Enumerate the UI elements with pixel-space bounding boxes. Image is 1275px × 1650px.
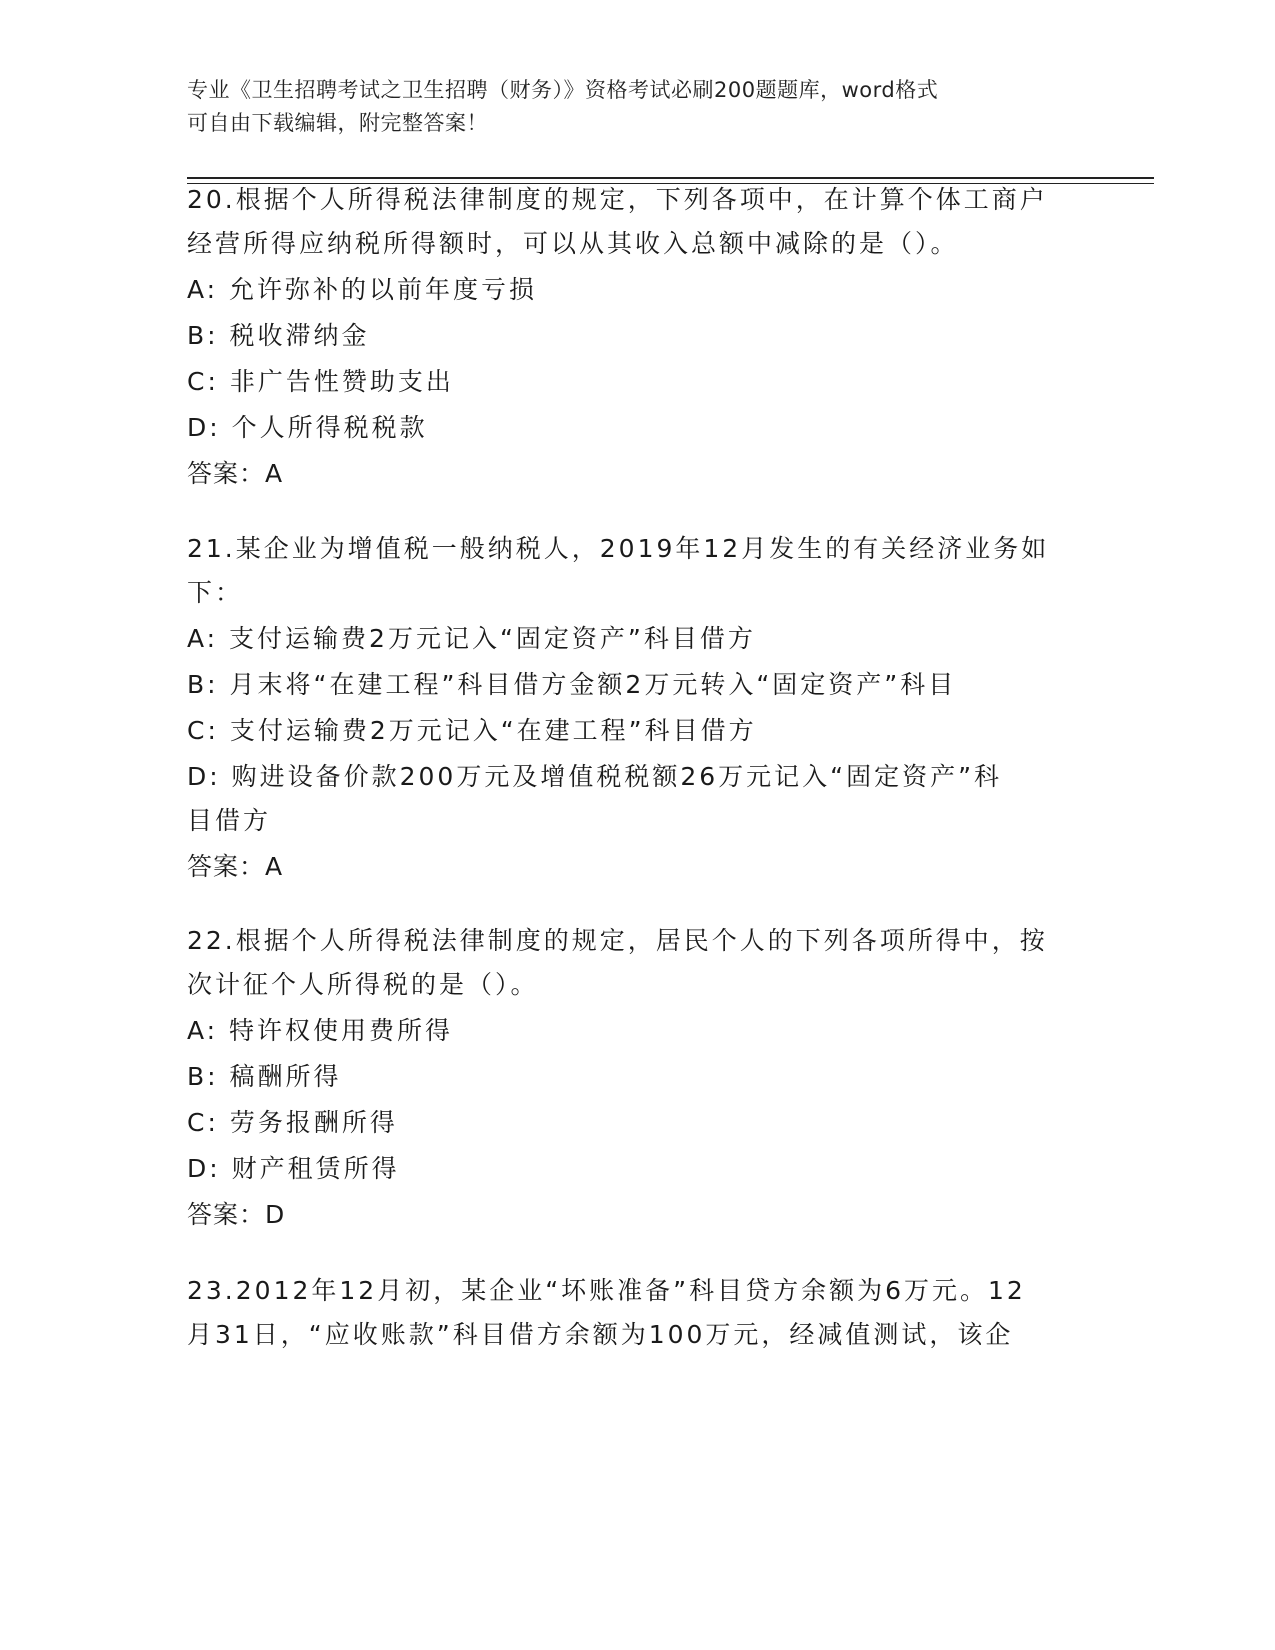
question-stem-line: 21.某企业为增值税一般纳税人，2019年12月发生的有关经济业务如: [187, 534, 1050, 563]
option-c: C: 非广告性赞助支出: [187, 367, 454, 396]
answer-line: [187, 452, 1067, 496]
question-23: [187, 1269, 1067, 1357]
header-line-1: 专业《卫生招聘考试之卫生招聘（财务）》资格考试必刷200题题库，word格式: [187, 78, 939, 102]
question-stem-line: 下：: [187, 578, 244, 607]
question-21: [187, 527, 1067, 889]
option-a: A: 允许弥补的以前年度亏损: [187, 275, 538, 304]
document-header: [187, 74, 1067, 140]
question-stem-line: 22.根据个人所得税法律制度的规定，居民个人的下列各项所得中，按: [187, 926, 1048, 955]
option-c: C: 支付运输费2万元记入“在建工程”科目借方: [187, 716, 757, 745]
option-d: D: 财产租赁所得: [187, 1154, 400, 1183]
answer-label: 答案：: [187, 1200, 266, 1229]
question-stem-line: 23.2012年12月初，某企业“坏账准备”科目贷方余额为6万元。12: [187, 1276, 1026, 1305]
question-stem-line: 20.根据个人所得税法律制度的规定，下列各项中，在计算个体工商户: [187, 185, 1048, 214]
answer-value: A: [265, 459, 284, 488]
answer-line: [187, 1193, 1067, 1237]
option-a: A: 支付运输费2万元记入“固定资产”科目借方: [187, 624, 756, 653]
question-stem-line: 月31日，“应收账款”科目借方余额为100万元，经减值测试，该企: [187, 1320, 1014, 1349]
question-stem-line: 经营所得应纳税所得额时，可以从其收入总额中减除的是（）。: [187, 229, 959, 258]
option-b: B: 税收滞纳金: [187, 321, 370, 350]
answer-label: 答案：: [187, 459, 266, 488]
option-b: B: 月末将“在建工程”科目借方金额2万元转入“固定资产”科目: [187, 670, 957, 699]
question-22: [187, 919, 1067, 1237]
question-stem-line: 次计征个人所得税的是（）。: [187, 970, 539, 999]
answer-label: 答案：: [187, 852, 266, 881]
answer-line: [187, 845, 1067, 889]
header-line-2: 可自由下载编辑，附完整答案！: [187, 111, 488, 135]
option-b: B: 稿酬所得: [187, 1062, 342, 1091]
question-20: [187, 178, 1067, 496]
option-d-continued: 目借方: [187, 806, 272, 835]
option-a: A: 特许权使用费所得: [187, 1016, 454, 1045]
answer-value: D: [265, 1200, 286, 1229]
option-d: D: 个人所得税税款: [187, 413, 428, 442]
option-d: D: 购进设备价款200万元及增值税税额26万元记入“固定资产”科: [187, 762, 1003, 791]
option-c: C: 劳务报酬所得: [187, 1108, 398, 1137]
answer-value: A: [265, 852, 284, 881]
